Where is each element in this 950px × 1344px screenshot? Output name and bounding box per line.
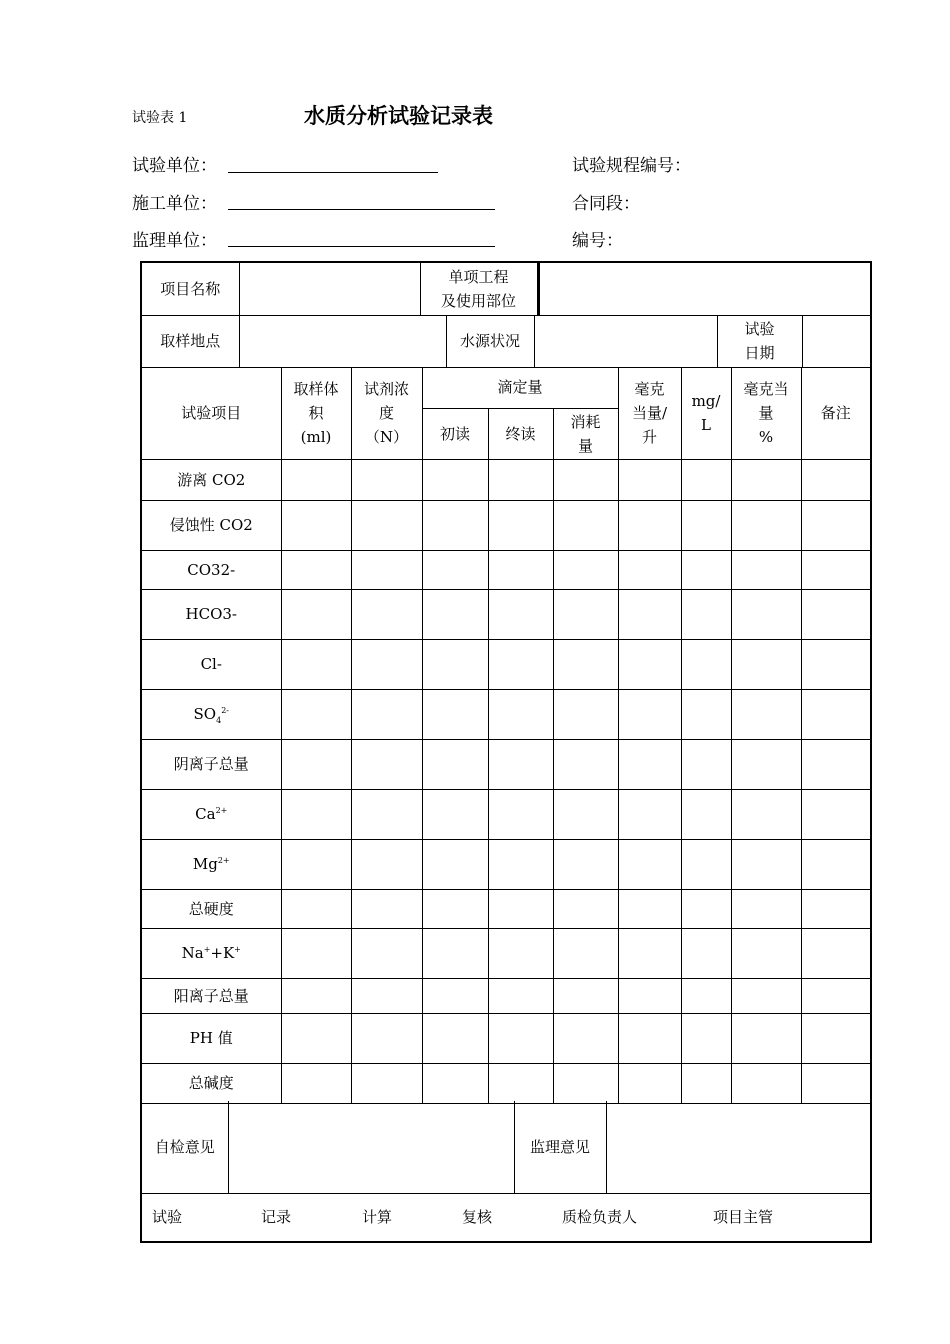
data-cell[interactable] [731, 739, 801, 789]
data-cell[interactable] [681, 739, 731, 789]
row-item-label: 总碱度 [142, 1063, 281, 1103]
data-cell[interactable] [351, 459, 422, 500]
data-cell[interactable] [553, 639, 618, 689]
data-cell[interactable] [281, 978, 351, 1013]
data-cell[interactable] [618, 589, 681, 639]
row-item-label [142, 689, 281, 739]
col-mg-per-l-header: mg/ L [681, 367, 731, 459]
data-cell[interactable] [681, 689, 731, 739]
supervision-opinion-field[interactable] [606, 1101, 870, 1193]
data-cell[interactable] [351, 689, 422, 739]
project-name-field[interactable] [239, 263, 420, 315]
table-row [142, 1013, 870, 1063]
data-cell[interactable] [488, 739, 553, 789]
data-cell[interactable] [351, 1013, 422, 1063]
ion-formula-sup: 2- [221, 706, 229, 715]
data-cell[interactable] [488, 1013, 553, 1063]
data-cell[interactable] [422, 978, 488, 1013]
data-cell[interactable] [281, 789, 351, 839]
data-cell[interactable] [801, 889, 870, 928]
ion-formula-sup2: + [234, 945, 241, 954]
row-item-label [142, 928, 281, 978]
data-cell[interactable] [351, 839, 422, 889]
sampling-site-field[interactable] [239, 315, 446, 367]
data-cell[interactable] [351, 928, 422, 978]
signature-table [142, 1193, 870, 1241]
opinions-table [142, 1101, 870, 1194]
data-cell[interactable] [681, 1063, 731, 1103]
data-cell[interactable] [731, 639, 801, 689]
table-row [142, 589, 870, 639]
data-cell[interactable] [801, 589, 870, 639]
row-item-label: Cl- [142, 639, 281, 689]
table-row [142, 889, 870, 928]
sign-qc-lead[interactable]: 质检负责人 [562, 1208, 638, 1226]
ion-formula-sup: + [203, 945, 211, 954]
row-item-label [142, 839, 281, 889]
data-cell[interactable] [488, 500, 553, 550]
row-item-label: 阴离子总量 [142, 739, 281, 789]
project-info-table [142, 263, 870, 316]
data-cell[interactable] [553, 889, 618, 928]
data-cell[interactable] [553, 500, 618, 550]
data-cell[interactable] [731, 889, 801, 928]
ion-formula-base: Ca [195, 805, 216, 823]
table-row [142, 459, 870, 500]
data-cell[interactable] [618, 928, 681, 978]
sampling-site-label: 取样地点 [142, 315, 239, 367]
row-item-label: 总硬度 [142, 889, 281, 928]
data-cell[interactable] [422, 459, 488, 500]
sampling-info-table [142, 315, 870, 368]
construction-unit-field[interactable] [228, 209, 495, 210]
sign-record[interactable]: 记录 [261, 1208, 292, 1226]
table-row [142, 739, 870, 789]
data-cell[interactable] [681, 1013, 731, 1063]
ion-formula-sub: 4 [216, 716, 222, 725]
data-cell[interactable] [618, 1013, 681, 1063]
data-cell[interactable] [731, 500, 801, 550]
col-meq-per-l-header: 毫克 当量/ 升 [618, 367, 681, 459]
data-cell[interactable] [731, 1013, 801, 1063]
form-number: 试验表 1 [132, 110, 188, 126]
data-cell[interactable] [618, 889, 681, 928]
data-cell[interactable] [488, 839, 553, 889]
data-cell[interactable] [422, 500, 488, 550]
data-cell[interactable] [422, 928, 488, 978]
data-cell[interactable] [618, 459, 681, 500]
data-cell[interactable] [618, 839, 681, 889]
self-check-field[interactable] [228, 1101, 514, 1193]
data-cell[interactable] [731, 550, 801, 589]
supervision-unit-field[interactable] [228, 246, 495, 247]
data-cell[interactable] [681, 550, 731, 589]
table-row [142, 839, 870, 889]
data-cell[interactable] [618, 978, 681, 1013]
data-cell[interactable] [801, 1063, 870, 1103]
col-meq-pct-header: 毫克当 量 % [731, 367, 801, 459]
ion-formula-base: Na [181, 944, 204, 962]
data-cell[interactable] [553, 589, 618, 639]
data-cell[interactable] [553, 978, 618, 1013]
data-cell[interactable] [422, 589, 488, 639]
data-cell[interactable] [731, 589, 801, 639]
data-cell[interactable] [281, 839, 351, 889]
data-cell[interactable] [553, 739, 618, 789]
test-unit-label: 试验单位： [132, 156, 217, 176]
self-check-label: 自检意见 [142, 1101, 228, 1193]
sign-test[interactable]: 试验 [152, 1208, 183, 1226]
table-row [142, 689, 870, 739]
data-cell[interactable] [801, 928, 870, 978]
construction-unit-label: 施工单位： [132, 194, 217, 214]
sign-calc[interactable]: 计算 [362, 1208, 393, 1226]
data-cell[interactable] [351, 1063, 422, 1103]
data-cell[interactable] [618, 789, 681, 839]
ion-formula-base: SO [193, 705, 217, 723]
data-cell[interactable] [281, 739, 351, 789]
data-cell[interactable] [488, 789, 553, 839]
data-cell[interactable] [488, 689, 553, 739]
water-source-label: 水源状况 [446, 315, 534, 367]
row-item-label: HCO3- [142, 589, 281, 639]
data-cell[interactable] [553, 550, 618, 589]
data-cell[interactable] [281, 689, 351, 739]
data-cell[interactable] [351, 550, 422, 589]
data-cell[interactable] [681, 978, 731, 1013]
data-cell[interactable] [422, 550, 488, 589]
data-cell[interactable] [618, 689, 681, 739]
data-cell[interactable] [618, 550, 681, 589]
data-cell[interactable] [553, 1013, 618, 1063]
analysis-table [142, 367, 870, 1104]
data-cell[interactable] [351, 889, 422, 928]
col-consumed-header: 消耗 量 [553, 408, 618, 459]
col-titration-header: 滴定量 [422, 367, 618, 408]
col-initial-header: 初读 [422, 408, 488, 459]
sign-project-manager[interactable]: 项目主管 [713, 1208, 774, 1226]
data-cell[interactable] [422, 889, 488, 928]
table-row [142, 978, 870, 1013]
data-cell[interactable] [801, 839, 870, 889]
ion-formula-sup: 2+ [215, 806, 228, 815]
col-final-header: 终读 [488, 408, 553, 459]
col-reagent-conc-header: 试剂浓 度 （N） [351, 367, 422, 459]
data-cell[interactable] [281, 639, 351, 689]
supervision-unit-label: 监理单位： [132, 231, 217, 251]
data-cell[interactable] [488, 550, 553, 589]
data-cell[interactable] [681, 459, 731, 500]
table-row [142, 1063, 870, 1103]
serial-no-label: 编号： [572, 231, 623, 251]
data-cell[interactable] [488, 978, 553, 1013]
ion-formula-base: Mg [192, 855, 218, 873]
spec-no-label: 试验规程编号： [572, 156, 691, 176]
data-cell[interactable] [618, 1063, 681, 1103]
row-item-label: PH 值 [142, 1013, 281, 1063]
ion-formula-sup: 2+ [217, 856, 230, 865]
data-cell[interactable] [618, 500, 681, 550]
sub-project-field[interactable] [538, 263, 870, 315]
data-cell[interactable] [351, 789, 422, 839]
sub-project-label: 单项工程 及使用部位 [420, 263, 538, 315]
data-cell[interactable] [553, 1063, 618, 1103]
data-cell[interactable] [422, 1063, 488, 1103]
data-cell[interactable] [281, 889, 351, 928]
data-cell[interactable] [681, 928, 731, 978]
data-cell[interactable] [488, 639, 553, 689]
data-cell[interactable] [731, 459, 801, 500]
data-cell[interactable] [281, 550, 351, 589]
data-cell[interactable] [731, 839, 801, 889]
record-form [140, 261, 872, 1243]
data-cell[interactable] [281, 500, 351, 550]
data-cell[interactable] [681, 789, 731, 839]
table-row [142, 550, 870, 589]
data-cell[interactable] [351, 978, 422, 1013]
data-cell[interactable] [351, 739, 422, 789]
data-cell[interactable] [681, 639, 731, 689]
data-cell[interactable] [422, 1013, 488, 1063]
data-cell[interactable] [488, 928, 553, 978]
row-item-label: 游离 CO2 [142, 459, 281, 500]
data-cell[interactable] [422, 639, 488, 689]
data-cell[interactable] [553, 689, 618, 739]
data-cell[interactable] [351, 589, 422, 639]
data-cell[interactable] [281, 1013, 351, 1063]
col-remarks-header: 备注 [801, 367, 870, 459]
ion-formula-mid: +K [210, 944, 235, 962]
table-row [142, 789, 870, 839]
row-item-label: 阳离子总量 [142, 978, 281, 1013]
data-cell[interactable] [731, 689, 801, 739]
signature-row [142, 1193, 870, 1241]
row-item-label: 侵蚀性 CO2 [142, 500, 281, 550]
contract-section-label: 合同段： [572, 194, 640, 214]
data-cell[interactable] [681, 889, 731, 928]
table-row [142, 639, 870, 689]
data-cell[interactable] [553, 839, 618, 889]
col-sample-volume-header: 取样体 积 (ml) [281, 367, 351, 459]
data-cell[interactable] [351, 639, 422, 689]
data-cell[interactable] [422, 689, 488, 739]
data-cell[interactable] [731, 1063, 801, 1103]
data-cell[interactable] [351, 500, 422, 550]
data-cell[interactable] [422, 739, 488, 789]
data-cell[interactable] [801, 500, 870, 550]
data-cell[interactable] [681, 500, 731, 550]
project-name-label: 项目名称 [142, 263, 239, 315]
sign-review[interactable]: 复核 [462, 1208, 493, 1226]
page-title: 水质分析试验记录表 [304, 104, 493, 128]
data-cell[interactable] [281, 459, 351, 500]
data-cell[interactable] [488, 459, 553, 500]
data-cell[interactable] [281, 1063, 351, 1103]
data-cell[interactable] [488, 589, 553, 639]
data-cell[interactable] [801, 789, 870, 839]
data-cell[interactable] [731, 789, 801, 839]
data-cell[interactable] [731, 978, 801, 1013]
data-cell[interactable] [553, 928, 618, 978]
data-cell[interactable] [731, 928, 801, 978]
data-cell[interactable] [281, 589, 351, 639]
data-cell[interactable] [681, 589, 731, 639]
data-cell[interactable] [801, 739, 870, 789]
data-cell[interactable] [281, 928, 351, 978]
data-cell[interactable] [488, 1063, 553, 1103]
water-source-field[interactable] [534, 315, 717, 367]
test-date-field[interactable] [802, 315, 870, 367]
data-cell[interactable] [618, 639, 681, 689]
data-cell[interactable] [488, 889, 553, 928]
data-cell[interactable] [681, 839, 731, 889]
row-item-label: CO32- [142, 550, 281, 589]
test-unit-field[interactable] [228, 172, 438, 173]
data-cell[interactable] [801, 459, 870, 500]
data-cell[interactable] [553, 789, 618, 839]
data-cell[interactable] [422, 789, 488, 839]
col-item-header: 试验项目 [142, 367, 281, 459]
data-cell[interactable] [618, 739, 681, 789]
supervision-opinion-label: 监理意见 [514, 1101, 606, 1193]
data-cell[interactable] [801, 689, 870, 739]
data-cell[interactable] [801, 550, 870, 589]
data-cell[interactable] [553, 459, 618, 500]
data-cell[interactable] [801, 978, 870, 1013]
row-item-label [142, 789, 281, 839]
test-date-label: 试验 日期 [717, 315, 802, 367]
table-row [142, 928, 870, 978]
table-row [142, 500, 870, 550]
data-cell[interactable] [422, 839, 488, 889]
data-cell[interactable] [801, 639, 870, 689]
data-cell[interactable] [801, 1013, 870, 1063]
